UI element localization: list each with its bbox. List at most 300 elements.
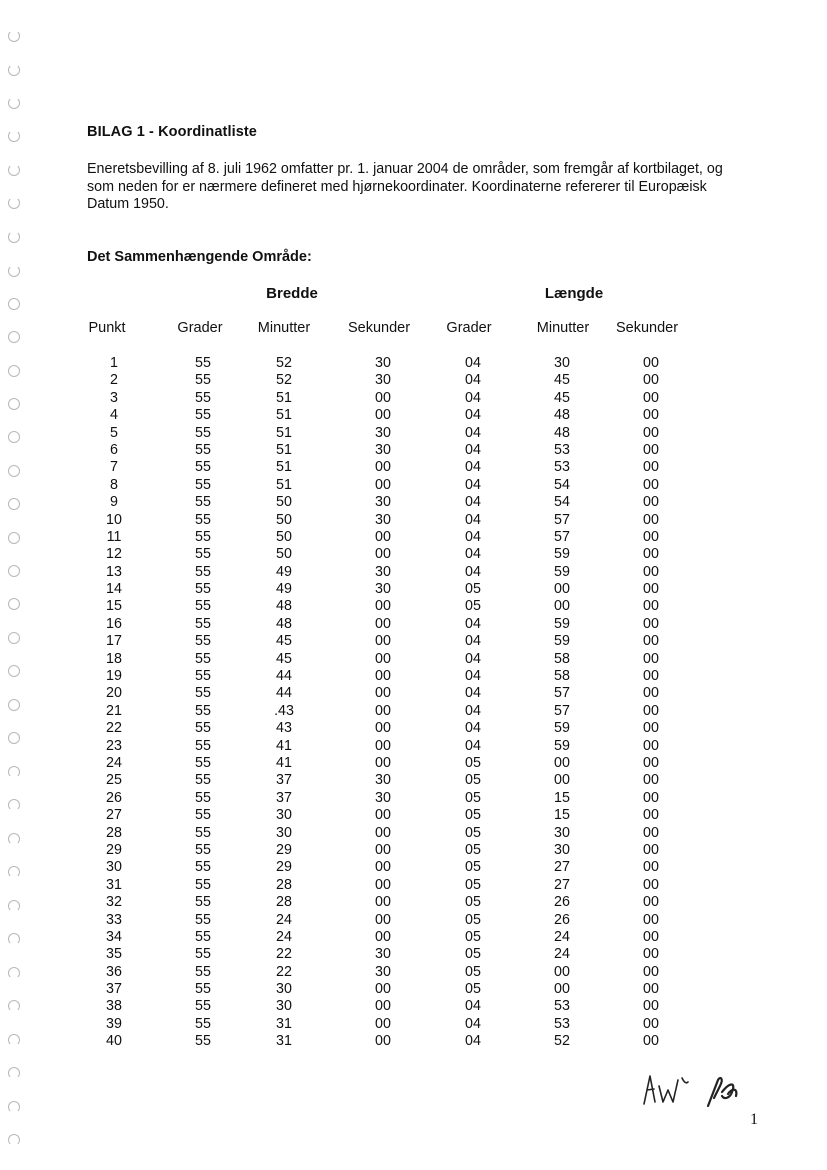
table-row (0, 529, 827, 546)
point-cell: 3 (110, 389, 118, 406)
column-header-lon-seconds: Sekunder (615, 320, 679, 336)
point-cell: 1 (110, 355, 118, 371)
lat-minutes-cell: 51 (276, 424, 292, 441)
lon-seconds-cell: 00 (643, 650, 659, 667)
lon-minutes-cell: 15 (554, 789, 570, 806)
point-cell: 2 (110, 372, 118, 389)
point-cell: 29 (106, 841, 122, 858)
lon-seconds-cell: 00 (643, 476, 659, 493)
table-row (0, 946, 827, 963)
table-row (0, 633, 827, 650)
table-row (0, 894, 827, 911)
lat-degrees-cell: 55 (195, 737, 211, 754)
lon-degrees-cell: 04 (465, 737, 481, 754)
lat-minutes-cell: 50 (276, 511, 292, 528)
lon-degrees-cell: 04 (465, 372, 481, 389)
table-row (0, 494, 827, 511)
column-header-lat-degrees: Grader (177, 320, 223, 336)
point-cell: 14 (106, 581, 122, 598)
lat-seconds-cell: 00 (375, 528, 391, 545)
table-row (0, 772, 827, 789)
lat-minutes-cell: 50 (276, 546, 292, 563)
lon-degrees-cell: 04 (465, 615, 481, 632)
lon-minutes-cell: 54 (554, 476, 570, 493)
lon-seconds-cell: 00 (643, 841, 659, 858)
lat-degrees-cell: 55 (195, 702, 211, 719)
lat-minutes-cell: 52 (276, 372, 292, 389)
lat-minutes-cell: 51 (276, 407, 292, 424)
lon-minutes-cell: 59 (554, 563, 570, 580)
lon-degrees-cell: 05 (465, 928, 481, 945)
point-cell: 36 (106, 963, 122, 980)
column-header-lon-minutes: Minutter (536, 320, 590, 336)
lon-seconds-cell: 00 (643, 824, 659, 841)
lat-degrees-cell: 55 (195, 685, 211, 702)
punch-hole (8, 197, 20, 209)
lon-degrees-cell: 05 (465, 772, 481, 789)
lon-degrees-cell: 05 (465, 946, 481, 963)
lat-minutes-cell: 30 (276, 998, 292, 1015)
punch-hole (8, 1067, 20, 1079)
lat-minutes-cell: 29 (276, 859, 292, 876)
lat-seconds-cell: 00 (375, 1033, 391, 1050)
lat-seconds-cell: 00 (375, 720, 391, 737)
point-cell: 16 (106, 615, 122, 632)
lat-minutes-cell: 50 (276, 528, 292, 545)
table-row (0, 477, 827, 494)
lat-degrees-cell: 55 (195, 546, 211, 563)
lon-degrees-cell: 04 (465, 1033, 481, 1050)
lat-degrees-cell: 55 (195, 772, 211, 789)
point-cell: 5 (110, 424, 118, 441)
lon-seconds-cell: 00 (643, 894, 659, 911)
lat-degrees-cell: 55 (195, 981, 211, 998)
lat-seconds-cell: 00 (375, 737, 391, 754)
coordinate-table-body (0, 355, 827, 1051)
point-cell: 9 (110, 494, 118, 511)
lon-degrees-cell: 04 (465, 702, 481, 719)
point-cell: 7 (110, 459, 118, 476)
lon-seconds-cell: 00 (643, 1015, 659, 1032)
lat-seconds-cell: 00 (375, 754, 391, 771)
lat-seconds-cell: 30 (375, 494, 391, 511)
lon-minutes-cell: 57 (554, 702, 570, 719)
lat-minutes-cell: 49 (276, 563, 292, 580)
lon-degrees-cell: 05 (465, 824, 481, 841)
table-row (0, 998, 827, 1015)
point-cell: 21 (106, 702, 122, 719)
point-cell: 18 (106, 650, 122, 667)
lat-minutes-cell: 44 (276, 668, 292, 685)
lat-seconds-cell: 00 (375, 615, 391, 632)
table-row (0, 668, 827, 685)
lon-seconds-cell: 00 (643, 911, 659, 928)
lat-seconds-cell: 00 (375, 911, 391, 928)
lon-degrees-cell: 04 (465, 563, 481, 580)
table-row (0, 685, 827, 702)
lon-minutes-cell: 48 (554, 407, 570, 424)
lon-minutes-cell: 27 (554, 859, 570, 876)
table-row (0, 546, 827, 563)
lon-degrees-cell: 05 (465, 807, 481, 824)
lat-degrees-cell: 55 (195, 633, 211, 650)
lat-degrees-cell: 55 (195, 841, 211, 858)
lat-seconds-cell: 00 (375, 546, 391, 563)
lat-minutes-cell: 51 (276, 476, 292, 493)
lat-degrees-cell: 55 (195, 494, 211, 511)
lat-seconds-cell: 00 (375, 598, 391, 615)
lat-degrees-cell: 55 (195, 928, 211, 945)
lat-minutes-cell: 31 (276, 1015, 292, 1032)
point-cell: 34 (106, 928, 122, 945)
lat-seconds-cell: 00 (375, 859, 391, 876)
lat-seconds-cell: 00 (375, 981, 391, 998)
lon-seconds-cell: 00 (643, 581, 659, 598)
intro-line: som neden for er nærmere defineret med hjørnekoordinater. Koordinaterne refererer til Europæisk (87, 178, 707, 195)
point-cell: 22 (106, 720, 122, 737)
lon-seconds-cell: 00 (643, 928, 659, 945)
lat-seconds-cell: 00 (375, 633, 391, 650)
punch-hole (8, 231, 20, 243)
lon-minutes-cell: 57 (554, 528, 570, 545)
lon-seconds-cell: 00 (643, 355, 659, 371)
lat-minutes-cell: 31 (276, 1033, 292, 1050)
lon-degrees-cell: 04 (465, 633, 481, 650)
table-row (0, 459, 827, 476)
table-row (0, 912, 827, 929)
lat-minutes-cell: 29 (276, 841, 292, 858)
lon-degrees-cell: 04 (465, 998, 481, 1015)
lon-seconds-cell: 00 (643, 946, 659, 963)
lon-minutes-cell: 00 (554, 772, 570, 789)
table-row (0, 981, 827, 998)
lon-seconds-cell: 00 (643, 598, 659, 615)
point-cell: 8 (110, 476, 118, 493)
point-cell: 15 (106, 598, 122, 615)
lon-seconds-cell: 00 (643, 441, 659, 458)
lat-degrees-cell: 55 (195, 615, 211, 632)
lon-minutes-cell: 53 (554, 998, 570, 1015)
lon-seconds-cell: 00 (643, 789, 659, 806)
lon-degrees-cell: 05 (465, 754, 481, 771)
point-cell: 12 (106, 546, 122, 563)
punch-hole (8, 1101, 20, 1113)
lat-seconds-cell: 00 (375, 407, 391, 424)
lat-minutes-cell: 52 (276, 355, 292, 371)
lon-minutes-cell: 58 (554, 668, 570, 685)
point-cell: 40 (106, 1033, 122, 1050)
lon-seconds-cell: 00 (643, 685, 659, 702)
lat-degrees-cell: 55 (195, 876, 211, 893)
lon-minutes-cell: 45 (554, 389, 570, 406)
lat-seconds-cell: 30 (375, 372, 391, 389)
lat-minutes-cell: 22 (276, 963, 292, 980)
lon-minutes-cell: 30 (554, 841, 570, 858)
lat-seconds-cell: 00 (375, 1015, 391, 1032)
lat-minutes-cell: 24 (276, 911, 292, 928)
lon-minutes-cell: 24 (554, 946, 570, 963)
lon-minutes-cell: 45 (554, 372, 570, 389)
lon-minutes-cell: 26 (554, 911, 570, 928)
lon-minutes-cell: 26 (554, 894, 570, 911)
lat-degrees-cell: 55 (195, 668, 211, 685)
column-header-lon-degrees: Grader (446, 320, 492, 336)
lat-minutes-cell: 51 (276, 441, 292, 458)
area-title: Det Sammenhængende Område: (87, 249, 312, 265)
point-cell: 25 (106, 772, 122, 789)
lat-seconds-cell: 30 (375, 563, 391, 580)
table-row (0, 859, 827, 876)
lon-degrees-cell: 04 (465, 668, 481, 685)
lat-seconds-cell: 00 (375, 876, 391, 893)
lon-degrees-cell: 05 (465, 911, 481, 928)
lat-minutes-cell: 28 (276, 894, 292, 911)
lon-minutes-cell: 48 (554, 424, 570, 441)
lat-minutes-cell: 51 (276, 459, 292, 476)
point-cell: 20 (106, 685, 122, 702)
lat-minutes-cell: 51 (276, 389, 292, 406)
lon-degrees-cell: 04 (465, 389, 481, 406)
point-cell: 28 (106, 824, 122, 841)
point-cell: 24 (106, 754, 122, 771)
point-cell: 31 (106, 876, 122, 893)
lat-seconds-cell: 30 (375, 946, 391, 963)
lat-minutes-cell: 48 (276, 598, 292, 615)
lon-degrees-cell: 05 (465, 894, 481, 911)
lat-degrees-cell: 55 (195, 355, 211, 371)
punch-hole (8, 1134, 20, 1146)
lon-minutes-cell: 52 (554, 1033, 570, 1050)
lat-degrees-cell: 55 (195, 476, 211, 493)
lon-degrees-cell: 04 (465, 546, 481, 563)
table-row (0, 1016, 827, 1033)
lat-seconds-cell: 30 (375, 789, 391, 806)
lat-minutes-cell: 37 (276, 789, 292, 806)
lon-minutes-cell: 00 (554, 598, 570, 615)
lon-seconds-cell: 00 (643, 389, 659, 406)
lat-minutes-cell: 30 (276, 824, 292, 841)
lat-seconds-cell: 00 (375, 668, 391, 685)
lat-degrees-cell: 55 (195, 824, 211, 841)
lat-minutes-cell: 50 (276, 494, 292, 511)
lon-seconds-cell: 00 (643, 981, 659, 998)
table-row (0, 825, 827, 842)
lat-minutes-cell: 45 (276, 650, 292, 667)
lon-degrees-cell: 04 (465, 511, 481, 528)
lon-degrees-cell: 05 (465, 963, 481, 980)
point-cell: 38 (106, 998, 122, 1015)
lon-seconds-cell: 00 (643, 807, 659, 824)
lat-degrees-cell: 55 (195, 946, 211, 963)
lat-degrees-cell: 55 (195, 389, 211, 406)
lat-degrees-cell: 55 (195, 424, 211, 441)
point-cell: 37 (106, 981, 122, 998)
lat-seconds-cell: 30 (375, 355, 391, 371)
lat-minutes-cell: 48 (276, 615, 292, 632)
point-cell: 26 (106, 789, 122, 806)
lon-minutes-cell: 53 (554, 441, 570, 458)
lon-degrees-cell: 04 (465, 476, 481, 493)
lon-minutes-cell: 24 (554, 928, 570, 945)
lon-seconds-cell: 00 (643, 668, 659, 685)
table-row (0, 738, 827, 755)
table-row (0, 720, 827, 737)
table-row (0, 807, 827, 824)
table-row (0, 355, 827, 372)
point-cell: 30 (106, 859, 122, 876)
lon-degrees-cell: 04 (465, 459, 481, 476)
lat-seconds-cell: 30 (375, 424, 391, 441)
longitude-group-header: Længde (544, 285, 604, 302)
lon-minutes-cell: 53 (554, 1015, 570, 1032)
lat-degrees-cell: 55 (195, 1015, 211, 1032)
lon-seconds-cell: 00 (643, 563, 659, 580)
lon-minutes-cell: 30 (554, 824, 570, 841)
lat-minutes-cell: 37 (276, 772, 292, 789)
lat-minutes-cell: 41 (276, 754, 292, 771)
point-cell: 35 (106, 946, 122, 963)
lon-degrees-cell: 05 (465, 841, 481, 858)
lon-degrees-cell: 04 (465, 685, 481, 702)
lat-minutes-cell: 30 (276, 981, 292, 998)
lon-minutes-cell: 59 (554, 737, 570, 754)
table-row (0, 877, 827, 894)
table-row (0, 1033, 827, 1050)
lat-seconds-cell: 00 (375, 459, 391, 476)
lat-degrees-cell: 55 (195, 963, 211, 980)
lat-seconds-cell: 30 (375, 772, 391, 789)
table-row (0, 703, 827, 720)
lon-seconds-cell: 00 (643, 720, 659, 737)
table-row (0, 790, 827, 807)
lon-seconds-cell: 00 (643, 702, 659, 719)
lat-seconds-cell: 00 (375, 841, 391, 858)
lon-seconds-cell: 00 (643, 615, 659, 632)
lat-seconds-cell: 30 (375, 581, 391, 598)
lat-seconds-cell: 00 (375, 702, 391, 719)
lon-minutes-cell: 58 (554, 650, 570, 667)
point-cell: 19 (106, 668, 122, 685)
lon-minutes-cell: 00 (554, 981, 570, 998)
lon-seconds-cell: 00 (643, 511, 659, 528)
lon-seconds-cell: 00 (643, 1033, 659, 1050)
lon-degrees-cell: 05 (465, 789, 481, 806)
lat-degrees-cell: 55 (195, 720, 211, 737)
lat-minutes-cell: 49 (276, 581, 292, 598)
lat-degrees-cell: 55 (195, 807, 211, 824)
table-row (0, 755, 827, 772)
table-row (0, 581, 827, 598)
lat-degrees-cell: 55 (195, 998, 211, 1015)
lat-seconds-cell: 00 (375, 650, 391, 667)
table-row (0, 616, 827, 633)
punch-hole (8, 97, 20, 109)
punch-hole (8, 164, 20, 176)
lon-minutes-cell: 30 (554, 355, 570, 371)
punch-hole (8, 265, 20, 277)
table-row (0, 651, 827, 668)
point-cell: 17 (106, 633, 122, 650)
lat-degrees-cell: 55 (195, 459, 211, 476)
table-row (0, 407, 827, 424)
lat-degrees-cell: 55 (195, 511, 211, 528)
lon-seconds-cell: 00 (643, 494, 659, 511)
lon-seconds-cell: 00 (643, 876, 659, 893)
lat-seconds-cell: 30 (375, 963, 391, 980)
lat-seconds-cell: 00 (375, 998, 391, 1015)
table-row (0, 964, 827, 981)
point-cell: 39 (106, 1015, 122, 1032)
latitude-group-header: Bredde (266, 285, 318, 302)
lon-seconds-cell: 00 (643, 772, 659, 789)
point-cell: 13 (106, 563, 122, 580)
table-row (0, 929, 827, 946)
lat-minutes-cell: 44 (276, 685, 292, 702)
lat-seconds-cell: 00 (375, 685, 391, 702)
lon-minutes-cell: 57 (554, 685, 570, 702)
point-cell: 27 (106, 807, 122, 824)
lon-seconds-cell: 00 (643, 998, 659, 1015)
lon-degrees-cell: 05 (465, 876, 481, 893)
lon-degrees-cell: 05 (465, 598, 481, 615)
lon-degrees-cell: 04 (465, 355, 481, 371)
lat-degrees-cell: 55 (195, 1033, 211, 1050)
point-cell: 23 (106, 737, 122, 754)
lat-seconds-cell: 00 (375, 824, 391, 841)
lon-seconds-cell: 00 (643, 737, 659, 754)
lon-minutes-cell: 59 (554, 720, 570, 737)
lat-degrees-cell: 55 (195, 581, 211, 598)
lon-seconds-cell: 00 (643, 424, 659, 441)
point-cell: 4 (110, 407, 118, 424)
table-row (0, 442, 827, 459)
lat-minutes-cell: 43 (276, 720, 292, 737)
punch-hole (8, 130, 20, 142)
handwritten-signature (640, 1068, 750, 1108)
lat-degrees-cell: 55 (195, 563, 211, 580)
lon-minutes-cell: 00 (554, 963, 570, 980)
table-row (0, 564, 827, 581)
point-cell: 6 (110, 441, 118, 458)
lon-degrees-cell: 04 (465, 441, 481, 458)
lon-minutes-cell: 59 (554, 615, 570, 632)
lon-minutes-cell: 27 (554, 876, 570, 893)
lon-minutes-cell: 57 (554, 511, 570, 528)
punch-hole (8, 30, 20, 42)
lon-minutes-cell: 54 (554, 494, 570, 511)
lat-minutes-cell: 28 (276, 876, 292, 893)
lat-degrees-cell: 55 (195, 407, 211, 424)
point-cell: 10 (106, 511, 122, 528)
lat-degrees-cell: 55 (195, 598, 211, 615)
punch-hole (8, 298, 20, 310)
page-number: 1 (750, 1111, 758, 1128)
table-row (0, 512, 827, 529)
lat-degrees-cell: 55 (195, 789, 211, 806)
lon-seconds-cell: 00 (643, 754, 659, 771)
lon-minutes-cell: 00 (554, 754, 570, 771)
table-row (0, 842, 827, 859)
column-header-lat-seconds: Sekunder (347, 320, 411, 336)
lat-degrees-cell: 55 (195, 894, 211, 911)
lat-degrees-cell: 55 (195, 372, 211, 389)
lat-seconds-cell: 30 (375, 441, 391, 458)
lat-minutes-cell: .43 (274, 702, 294, 719)
lat-degrees-cell: 55 (195, 528, 211, 545)
punch-hole (8, 64, 20, 76)
lat-seconds-cell: 00 (375, 807, 391, 824)
table-row (0, 390, 827, 407)
